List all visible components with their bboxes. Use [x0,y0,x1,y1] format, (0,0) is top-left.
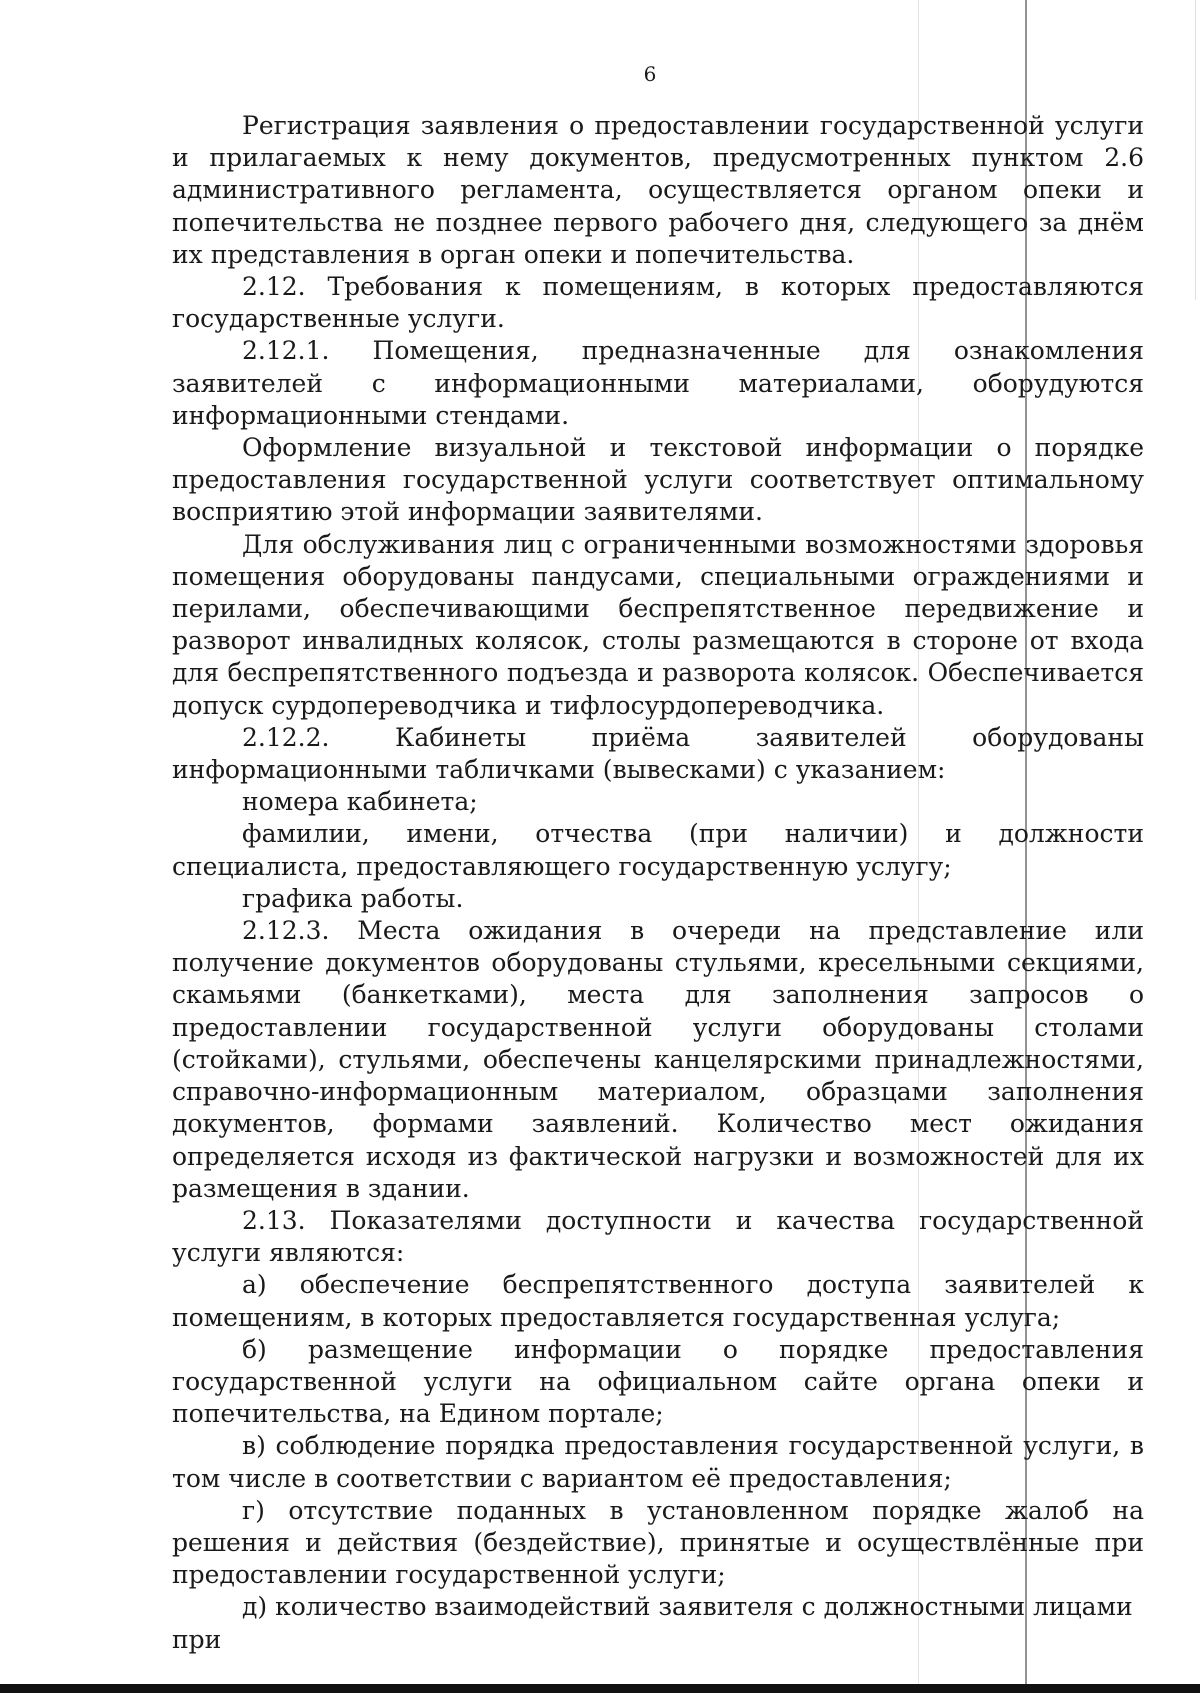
paragraph: 2.12.1. Помещения, предназначенные для ознакомления заявителей с информационными материалами, оборудуются информационными стендами. [172,336,1144,430]
list-item: д) количество взаимодействий заявителя с должностными лицами при [172,1592,1133,1654]
list-item: б) размещение информации о порядке предоставления государственной услуги на официальном сайте органа опеки и попечительства, на Едином портале; [172,1334,1144,1429]
paragraph: 2.12.3. Места ожидания в очереди на представление или получение документов оборудованы стульями, кресельными секциями, скамьями (банкетками), места для заполнения запросов о предоставлении государственной услуги оборудованы столами (стойками), стульями, обеспечены канцелярскими принадлежностями, справочно-информационным материалом, образцами заполнения документов, формами заявлений. Количество мест ожидания определяется исходя из фактической нагрузки и возможностей для их размещения в здании. [172,916,1144,1203]
list-item: г) отсутствие поданных в установленном порядке жалоб на решения и действия (бездействие), принятые и осуществлённые при предоставлении государственной услуги; [172,1495,1144,1590]
scan-artifact-bottom-edge [0,1684,1200,1693]
document-body [172,110,1144,1656]
paragraph: Для обслуживания лиц с ограниченными возможностями здоровья помещения оборудованы пандусами, специальными ограждениями и перилами, обеспечивающими беспрепятственное передвижение и разворот инвалидных колясок, столы размещаются в стороне от входа для беспрепятственного подъезда и разворота колясок. Обеспечивается допуск сурдопереводчика и тифлосурдопереводчика. [172,529,1144,720]
list-item: фамилии, имени, отчества (при наличии) и должности специалиста, предоставляющего государственную услугу; [172,819,1144,881]
scan-artifact-line-faint-right [1195,0,1196,300]
list-item: в) соблюдение порядка предоставления государственной услуги, в том числе в соответствии с вариантом её предоставления; [172,1431,1144,1493]
paragraph: Регистрация заявления о предоставлении государственной услуги и прилагаемых к нему документов, предусмотренных пунктом 2.6 административного регламента, осуществляется органом опеки и попечительства не позднее первого рабочего дня, следующего за днём их представления в орган опеки и попечительства. [172,111,1144,269]
paragraph: Оформление визуальной и текстовой информации о порядке предоставления государственной услуги соответствует оптимальному восприятию этой информации заявителями. [172,433,1144,527]
page-number: 6 [643,62,657,86]
list-item: графика работы. [242,883,464,913]
list-item: номера кабинета; [242,787,478,817]
list-item: а) обеспечение беспрепятственного доступа заявителей к помещениям, в которых предоставляется государственная услуга; [172,1270,1144,1332]
paragraph: 2.12. Требования к помещениям, в которых предоставляются государственные услуги. [172,272,1144,334]
paragraph: 2.13. Показателями доступности и качества государственной услуги являются: [172,1205,1144,1268]
paragraph: 2.12.2. Кабинеты приёма заявителей оборудованы информационными табличками (вывесками) с указанием: [172,722,1144,785]
